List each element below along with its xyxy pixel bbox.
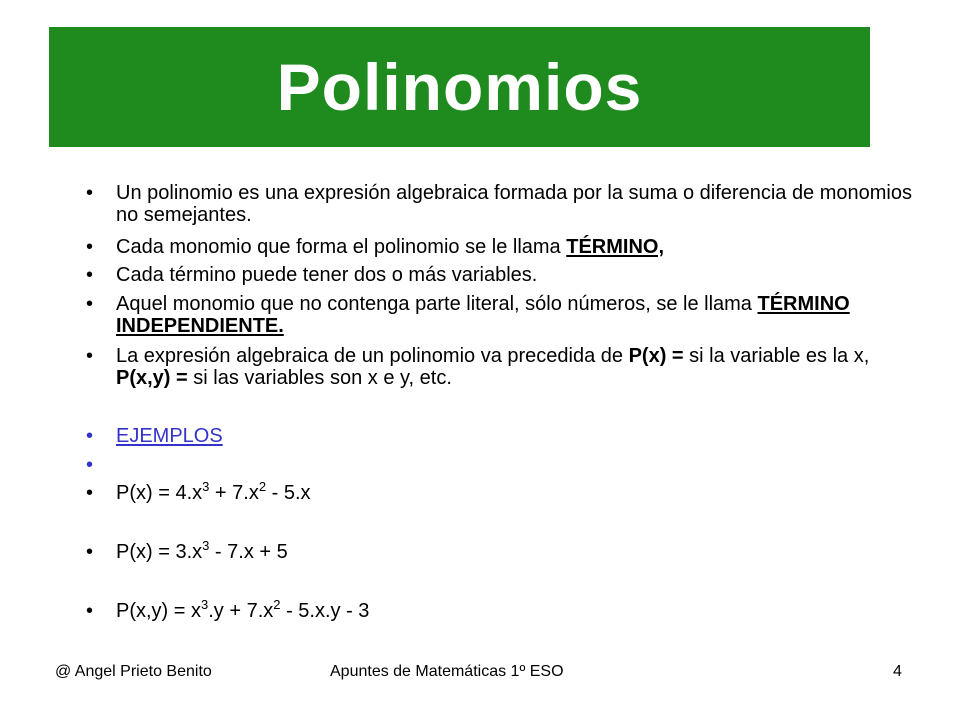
example-3-part: - 5.x.y - 3 [280,600,370,622]
bullet-dot: • [86,482,94,504]
term-keyword: TÉRMINO, [566,236,665,258]
footer-course: Apuntes de Matemáticas 1º ESO [330,663,564,680]
example-3-part: .y + 7.x [208,600,274,622]
independent-term-text [116,293,916,337]
example-2-part: P(x) = 3.x [116,541,203,563]
example-3-exponent: 3 [201,597,209,612]
title-bar [49,27,870,147]
independent-term-sentence: Aquel monomio que no contenga parte literal, sólo números, se le llama [116,293,758,315]
variables-text [116,264,916,286]
example-3-part: P(x,y) = x [116,600,202,622]
term-sentence: Cada monomio que forma el polinomio se le llama [116,236,567,258]
definition-sentence: Un polinomio es una expresión algebraica formada por la suma o diferencia de monomios no semejantes. [116,182,912,226]
bullet-dot: • [86,264,94,286]
footer-author: @ Angel Prieto Benito [55,663,212,680]
independent-term-keyword: TÉRMINO INDEPENDIENTE. [116,293,850,337]
example-1-part: + 7.x [209,482,259,504]
bullet-dot-empty: • [86,454,94,476]
notation-part-b: si la variable es la x, [683,345,870,367]
bullet-dot: • [86,182,94,204]
notation-part-c: si las variables son x e y, etc. [187,367,452,389]
bullet-dot: • [86,293,94,315]
example-2-exponent: 3 [202,538,210,553]
example-polynomial-1 [116,479,916,504]
notation-part-a: La expresión algebraica de un polinomio va precedida de [116,345,629,367]
example-polynomial-2 [116,538,916,563]
example-1-part: - 5.x [266,482,311,504]
example-polynomial-3 [116,597,916,622]
definition-text [116,182,916,226]
bullet-dot: • [86,345,94,367]
notation-px: P(x) = [628,345,684,367]
term-text [116,236,916,258]
slide-title: Polinomios [276,50,643,124]
bullet-dot: • [86,425,94,447]
bullet-dot: • [86,541,94,563]
examples-link-row [116,425,223,447]
examples-link[interactable]: EJEMPLOS [116,425,223,447]
bullet-dot: • [86,236,94,258]
footer-page-number: 4 [893,663,902,680]
example-1-exponent: 3 [202,479,210,494]
bullet-dot: • [86,600,94,622]
example-1-part: P(x) = 4.x [116,482,203,504]
notation-pxy: P(x,y) = [116,367,188,389]
example-2-part: - 7.x + 5 [209,541,288,563]
notation-text [116,345,916,389]
variables-sentence: Cada término puede tener dos o más variables. [116,264,538,286]
example-3-exponent: 2 [273,597,281,612]
example-1-exponent: 2 [258,479,267,494]
